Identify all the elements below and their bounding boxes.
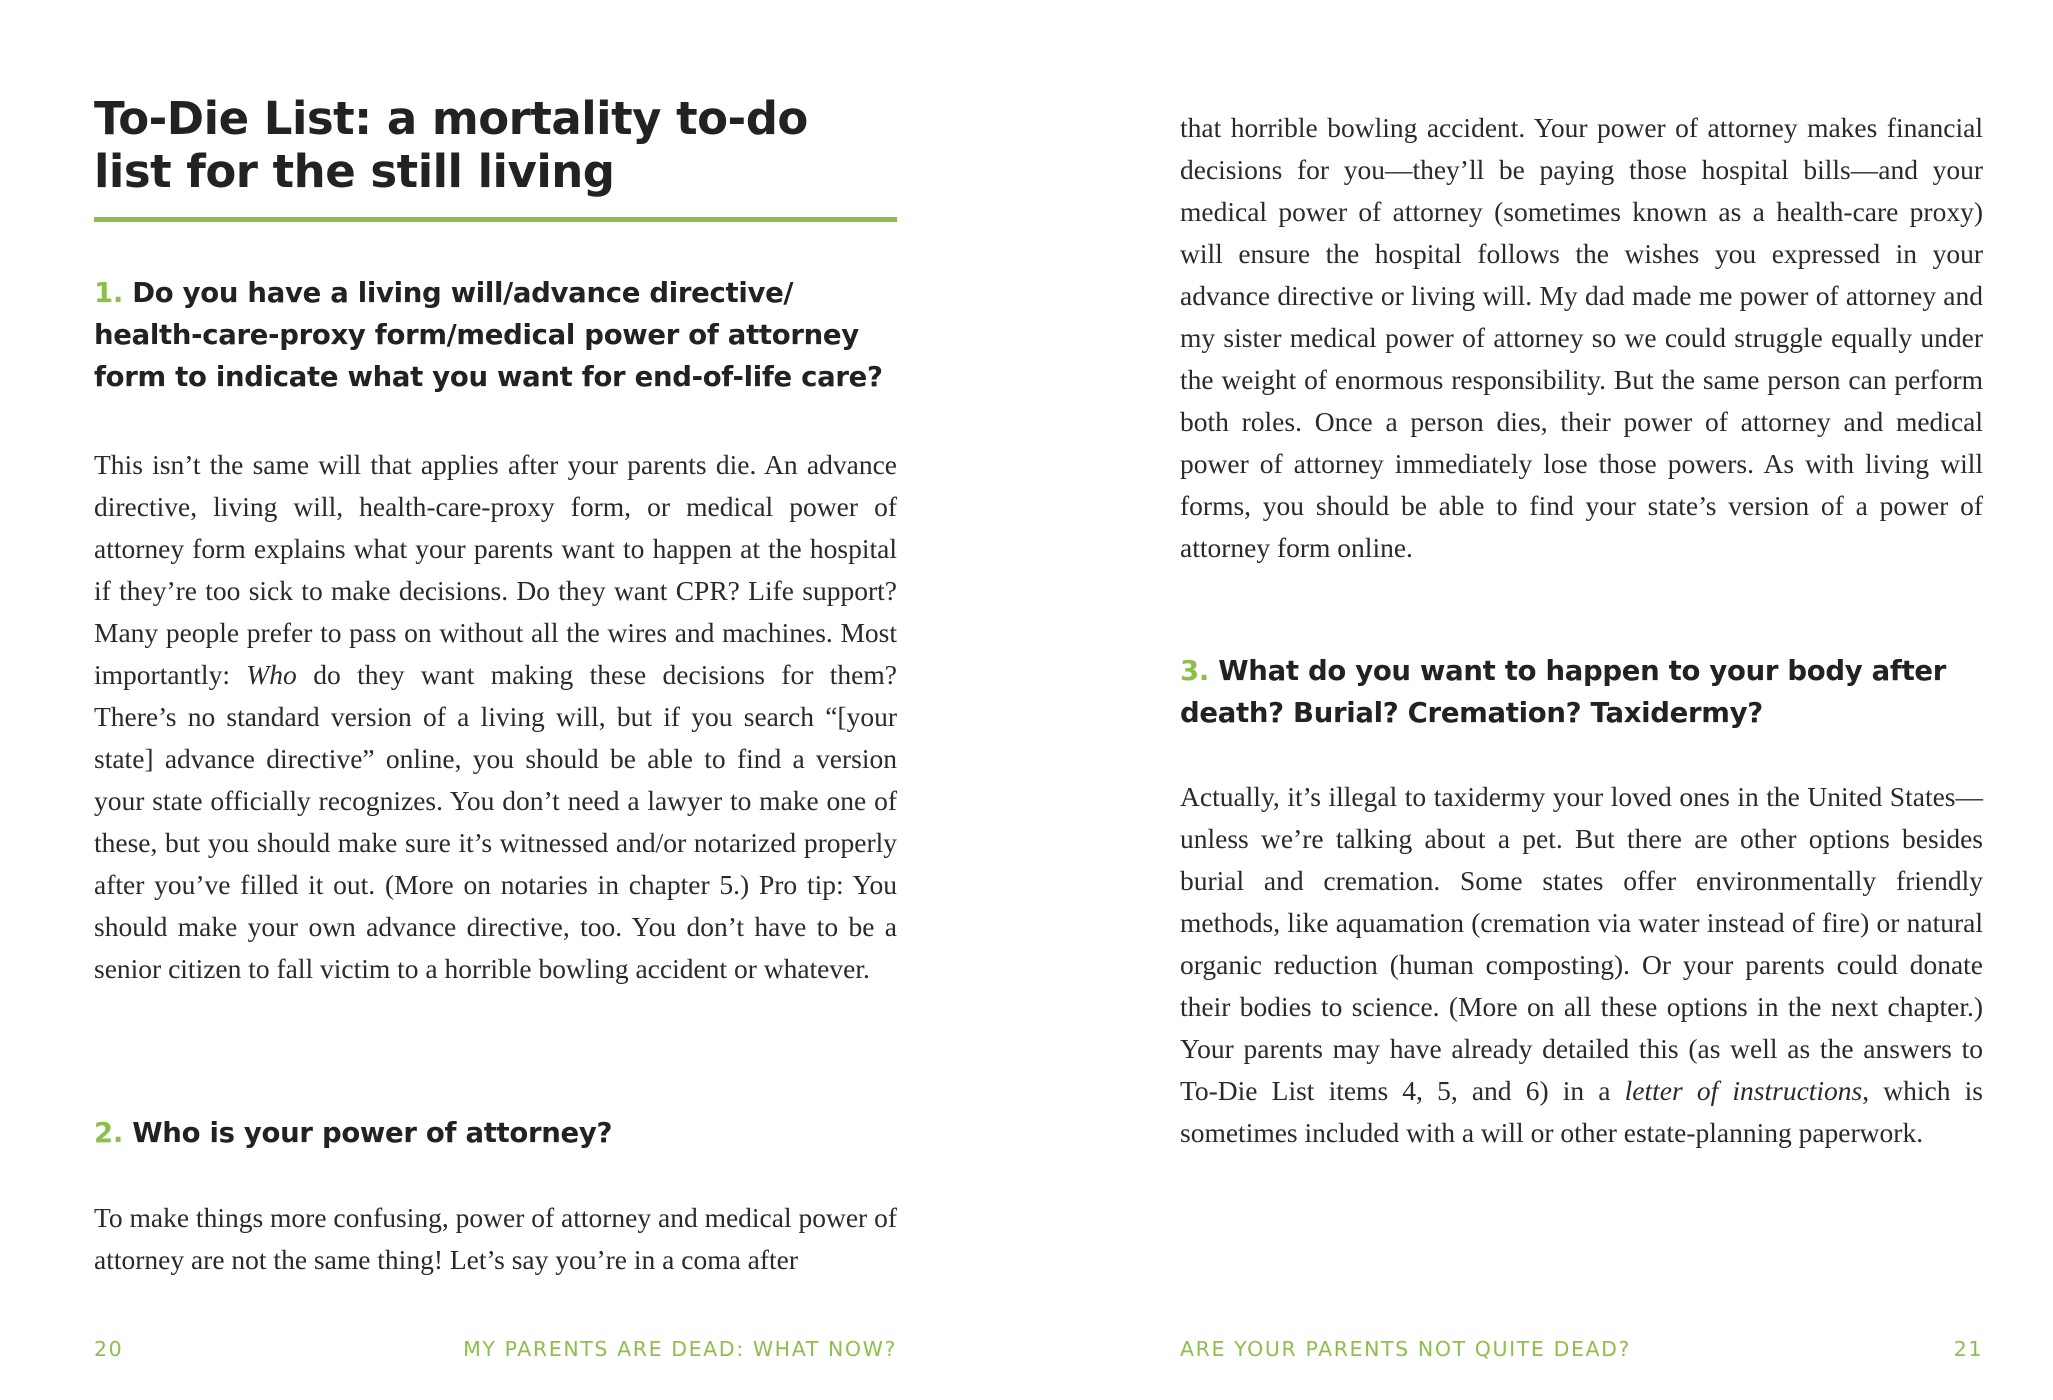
- left-page: [94, 0, 897, 1400]
- question-text: What do you want to happen to your body after death? Burial? Cremation? Taxidermy?: [1180, 655, 1947, 729]
- page-number: 20: [94, 1337, 124, 1361]
- question-number: 2.: [94, 1117, 123, 1149]
- answer-emphasis: letter of instructions: [1624, 1075, 1863, 1106]
- question-3: [1180, 650, 1983, 734]
- question-number: 3.: [1180, 655, 1209, 687]
- question-text: Do you have a living will/advance directive/ health-care-proxy form/medical power of attorney form to indicate what you want for end-of-life care?: [94, 277, 883, 393]
- question-2: [94, 1112, 897, 1154]
- question-text: Who is your power of attorney?: [132, 1117, 613, 1149]
- answer-text: , which is sometimes included with a will or other estate-planning paperwork.: [1180, 1075, 1983, 1148]
- continued-paragraph: that horrible bowling accident. Your power of attorney makes financial decisions for you—they’ll be paying those hospital bills—and your medical power of attorney (sometimes known as a health-care proxy) will ensure the hospital follows the wishes you expressed in your advance directive or living will. My dad made me power of attorney and my sister medical power of attorney so we could struggle equally under the weight of enormous responsibility. But the same person can perform both roles. Once a person dies, their power of attorney and medical power of attorney immediately lose those powers. As with living will forms, you should be able to find your state’s version of a power of attorney form online.: [1180, 112, 1983, 563]
- answer-text: This isn’t the same will that applies after your parents die. An advance directive, living will, health-care-proxy form, or medical power of attorney form explains what your parents want to happen at the hospital if they’re too sick to make decisions. Do they want CPR? Life support? Many people prefer to pass on without all the wires and machines. Most importantly:: [94, 449, 897, 690]
- answer-emphasis: Who: [246, 659, 297, 690]
- answer-text: Actually, it’s illegal to taxidermy your loved ones in the United States—unless we’re talking about a pet. But there are other options besides burial and cremation. Some states offer environmentally friendly methods, like aquamation (cremation via water instead of fire) or natural organic reduction (human composting). Or your parents could donate their bodies to science. (More on all these options in the next chapter.) Your parents may have already detailed this (as well as the answers to To-Die List items 4, 5, and 6) in a: [1180, 781, 1983, 1106]
- running-head: ARE YOUR PARENTS NOT QUITE DEAD?: [1180, 1337, 1632, 1361]
- question-number: 1.: [94, 277, 123, 309]
- page-number: 21: [1953, 1337, 1983, 1361]
- answer-text: do they want making these decisions for them? There’s no standard version of a living will, but if you search “[your state] advance directive” online, you should be able to find a version your state officially recognizes. You don’t need a lawyer to make one of these, but you should make sure it’s witnessed and/or notarized properly after you’ve filled it out. (More on notaries in chapter 5.) Pro tip: You should make your own advance directive, too. You don’t have to be a senior citizen to fall victim to a horrible bowling accident or whatever.: [94, 659, 897, 984]
- running-head: MY PARENTS ARE DEAD: WHAT NOW?: [463, 1337, 897, 1361]
- chapter-title: To-Die List: a mortality to-do list for the still living: [94, 92, 808, 198]
- question-1: [94, 272, 897, 398]
- answer-1-paragraph: [94, 444, 897, 990]
- title-divider: [94, 217, 897, 222]
- answer-3-paragraph: [1180, 776, 1983, 1154]
- answer-2-paragraph: To make things more confusing, power of attorney and medical power of attorney are not the same thing! Let’s say you’re in a coma after: [94, 1202, 897, 1275]
- right-page: [1180, 0, 1983, 1400]
